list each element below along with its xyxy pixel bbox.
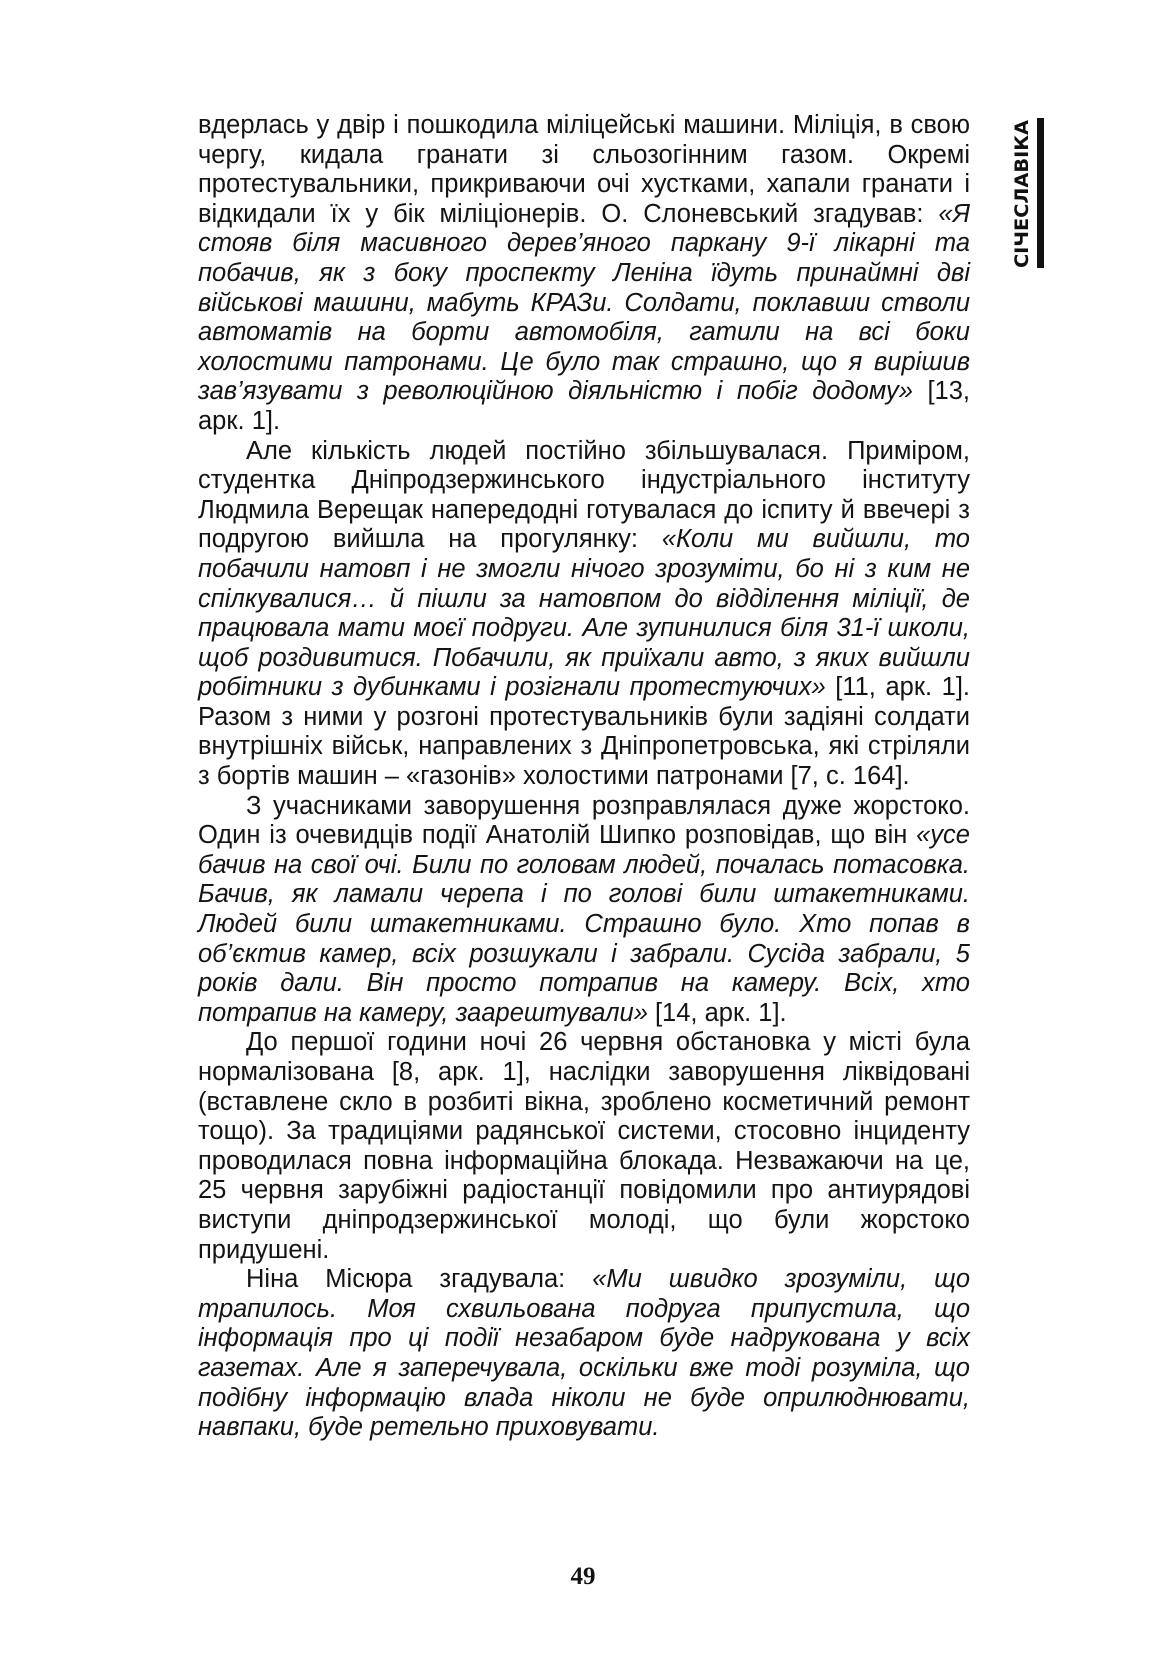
quote-run: «усе бачив на свої очі. Били по головам людей, почалась потасовка. Бачив, як ламали черепа і по голові били штакетниками. Людей били штакетниками. Страшно було. Хто попав в об’єктив камер, всіх розшукали і забрали. Сусіда забрали, 5 років дали. Він просто потрапив на камеру. Всіх, хто потрапив на камеру, заарештували»	[198, 821, 970, 1027]
paragraph	[198, 437, 970, 792]
text-run: Але кількість людей постійно збільшувалася. Приміром, студентка Дніпродзержинського індустріального інституту Людмила Верещак напередодні готувалася до іспиту й ввечері з подругою вийшла на прогулянку:	[198, 436, 970, 554]
text-run: Ніна Місюра згадувала:	[246, 1265, 593, 1294]
journal-logo	[1003, 118, 1051, 268]
text-run: [13, арк. 1].	[198, 377, 970, 435]
text-run: [11, арк. 1]. Разом з ними у розгоні протестувальників були задіяні солдати внутрішніх військ, направлених з Дніпропетровська, які стріляли з бортів машин – «газонів» холостими патронами [7, с. 164].	[198, 673, 970, 791]
text-run: [14, арк. 1].	[647, 998, 787, 1027]
quote-run: «Я стояв біля масивного дерев’яного паркану 9-ї лікарні та побачив, як з боку проспекту Леніна їдуть принаймні дві військові машини, мабуть КРАЗи. Солдати, поклавши стволи автоматів на борти автомобіля, гатили на всі боки холостими патронами. Це було так страшно, що я вирішив зав’язувати з революційною діяльністю і побіг додому»	[198, 199, 970, 406]
journal-logo-bar	[1037, 118, 1044, 268]
journal-logo-wordmark	[1007, 118, 1033, 268]
page-body-text	[198, 111, 970, 1443]
paragraph	[198, 1265, 970, 1443]
page-number: 49	[570, 1563, 596, 1590]
paragraph	[198, 111, 970, 437]
text-run: З учасниками заворушення розправлялася дуже жорстоко. Один із очевидців події Анатолій Шипко розповідав, що він	[198, 791, 970, 850]
paragraph	[198, 1028, 970, 1265]
journal-logo-text: СІЧЕСЛАВІКА	[1011, 122, 1033, 268]
paragraph	[198, 792, 970, 1029]
text-run: вдерлась у двір і пошкодила міліцейські машини. Міліція, в свою чергу, кидала гранати зі сльозогінним газом. Окремі протестувальники, прикриваючи очі хустками, хапали гранати і відкидали їх у бік міліціонерів. О. Слоневський згадував:	[198, 111, 970, 228]
quote-run: «Ми швидко зрозуміли, що трапилось. Моя схвильована подруга припустила, що інформація про ці події незабаром буде надрукована у всіх газетах. Але я заперечувала, оскільки вже тоді розуміла, що подібну інформацію влада ніколи не буде оприлюднювати, навпаки, буде ретельно приховувати.	[198, 1265, 970, 1442]
text-run: До першої години ночі 26 червня обстановка у місті була нормалізована [8, арк. 1], наслідки заворушення ліквідовані (вставлене скло в розбиті вікна, зроблено косметичний ремонт тощо). За традиціями радянської системи, стосовно інциденту проводилася повна інформаційна блокада. Незважаючи на це, 25 червня зарубіжні радіостанції повідомили про антиурядові виступи дніпродзержинської молоді, що були жорстоко придушені.	[198, 1028, 970, 1264]
quote-run: «Коли ми вийшли, то побачили натовп і не змогли нічого зрозуміти, бо ні з ким не спілкувалися… й пішли за натовпом до відділення міліції, де працювала мати моєї подруги. Але зупинилися біля 31-ї школи, щоб роздивитися. Побачили, як приїхали авто, з яких вийшли робітники з дубинками і розігнали протестуючих»	[198, 525, 970, 702]
